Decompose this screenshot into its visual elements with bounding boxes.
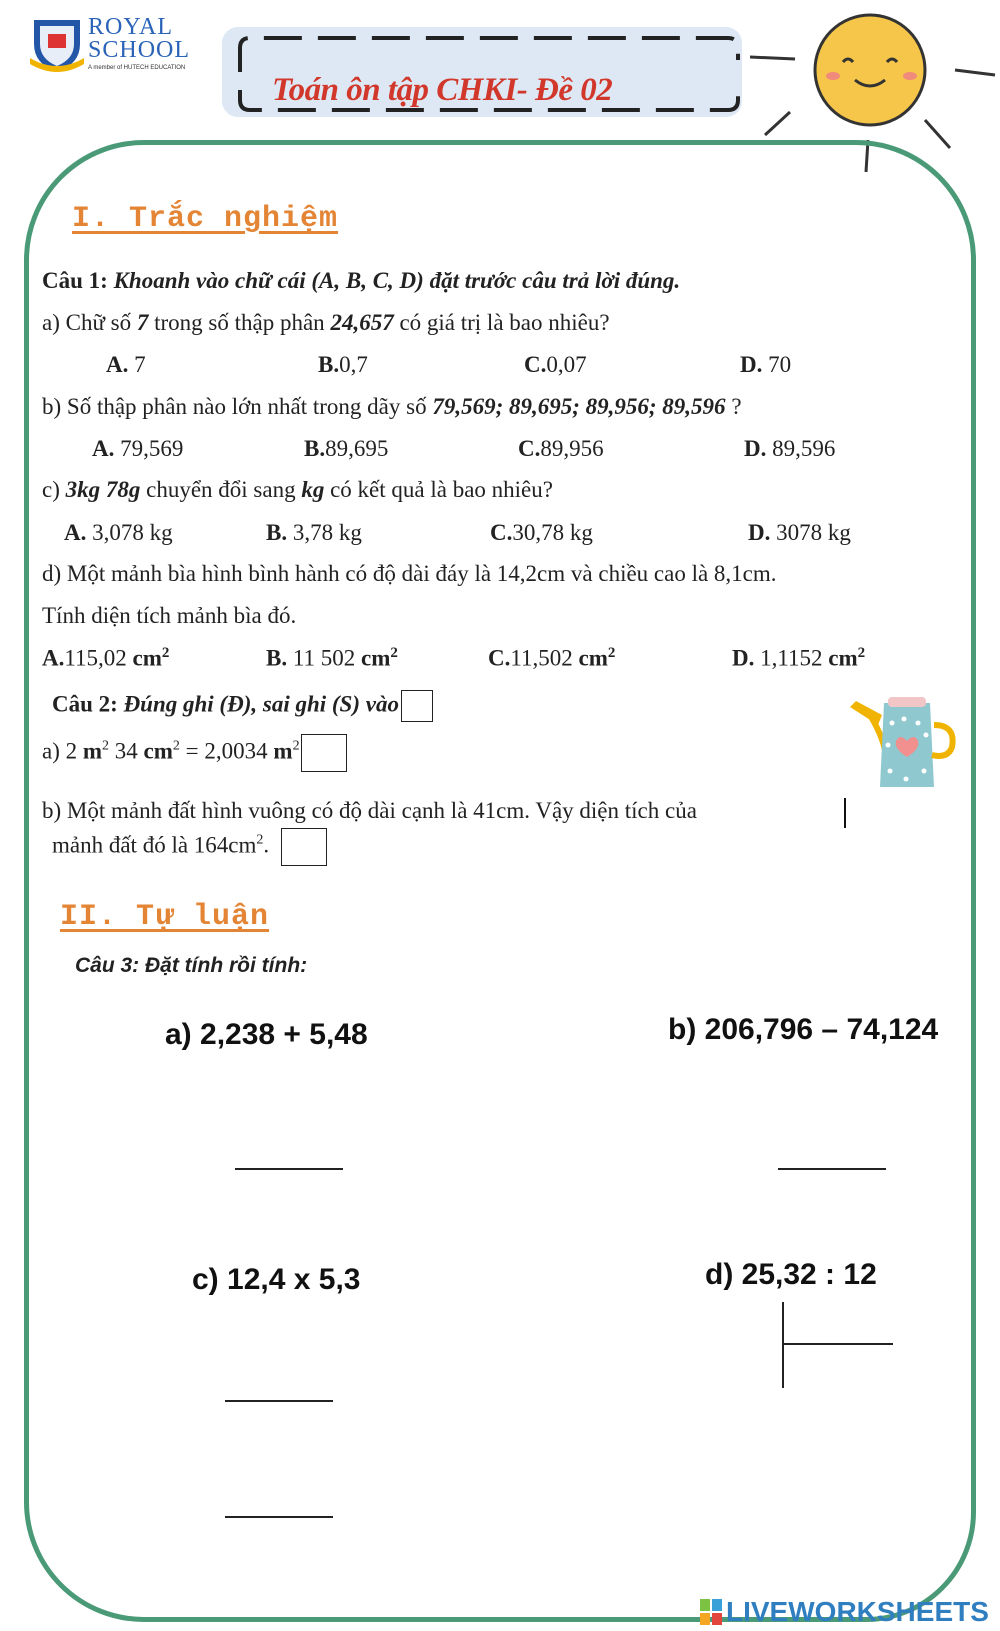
q1c-option-b[interactable]: B. 3,78 kg <box>266 520 362 545</box>
liveworksheets-logo <box>700 1596 989 1628</box>
q2b-line2: mảnh đất đó là $164cm^2$. <box>52 828 327 866</box>
calc-c-result-line[interactable] <box>225 1516 333 1518</box>
q1-instruction: Khoanh vào chữ cái (A, B, C, D) đặt trước câu trả lời đúng. <box>113 268 681 293</box>
q1c-option-d[interactable]: D. 3078 kg <box>748 520 851 545</box>
logo-small-text: ROYAL <box>44 14 69 22</box>
q2a-answer-box[interactable] <box>301 734 347 772</box>
q1d-line2: Tính diện tích mảnh bìa đó. <box>42 603 297 628</box>
q1b-option-a[interactable]: A. 79,569 <box>92 436 184 461</box>
watering-can-icon <box>848 695 960 795</box>
q1a-option-c[interactable]: C.0,07 <box>524 352 587 377</box>
q1a-option-b[interactable]: B.0,7 <box>318 352 368 377</box>
q1b-option-b[interactable]: B.89,695 <box>304 436 389 461</box>
calc-c-partial-line[interactable] <box>225 1400 333 1402</box>
q2-instruction: Đúng ghi (Đ), sai ghi (S) vào <box>123 691 399 717</box>
q3-label: Câu 3: Đặt tính rồi tính: <box>75 954 308 977</box>
q1a-option-d[interactable]: D. 70 <box>740 352 792 377</box>
q2b-answer-box[interactable] <box>281 828 327 866</box>
logo-tagline: A member of HUTECH EDUCATION <box>88 65 186 71</box>
q2-line <box>52 690 433 722</box>
calc-c-label: c) 12,4 x 5,3 <box>192 1263 361 1296</box>
division-vertical-line <box>782 1302 784 1388</box>
q1b-option-c[interactable]: C.89,956 <box>518 436 604 461</box>
q1d-line1: d) Một mảnh bìa hình bình hành có độ dài đáy là 14,2cm và chiều cao là 8,1cm. <box>42 561 777 586</box>
content-frame <box>24 140 976 1622</box>
q1d-option-d[interactable]: D. 1,1152 $cm^2$ <box>732 645 866 671</box>
q2-label: Câu 2: <box>52 691 118 717</box>
division-horizontal-line <box>783 1343 893 1345</box>
calc-b-result-line[interactable] <box>778 1168 886 1170</box>
q1b-option-d[interactable]: D. 89,596 <box>744 436 836 461</box>
calc-d-label: d) 25,32 : 12 <box>705 1258 877 1291</box>
q1c-question: c) 3kg 78g chuyển đổi sang kg có kết quả là bao nhiêu? <box>42 477 553 502</box>
q1-line <box>42 268 680 294</box>
liveworksheets-brand: LIVEWORKSHEETS <box>726 1596 989 1627</box>
q2a-statement: a) 2 $m^2$ 34 $cm^2 = 2,0034$ $m^2$ <box>42 734 347 772</box>
text-cursor <box>844 798 846 828</box>
q1d-option-c[interactable]: C.11,502 $cm^2$ <box>488 645 616 671</box>
q1d-option-b[interactable]: B. 11 502 $cm^2$ <box>266 645 398 671</box>
q1-label: Câu 1: <box>42 268 108 293</box>
q1c-option-c[interactable]: C.30,78 kg <box>490 520 593 545</box>
liveworksheets-icon <box>700 1599 722 1625</box>
q2b-line1: b) Một mảnh đất hình vuông có độ dài cạnh là 41cm. Vậy diện tích của <box>42 798 697 823</box>
logo-school: SCHOOL <box>88 37 191 63</box>
q1b-question: b) Số thập phân nào lớn nhất trong dãy số 79,569; 89,695; 89,956; 89,596 ? <box>42 394 742 419</box>
calc-a-label: a) 2,238 + 5,48 <box>165 1018 368 1051</box>
q1c-option-a[interactable]: A. 3,078 kg <box>64 520 173 545</box>
page-title: Toán ôn tập CHKI- Đề 02 <box>272 72 613 108</box>
q1a-option-a[interactable]: A. 7 <box>106 352 146 377</box>
logo-royal: ROYAL <box>88 14 174 40</box>
section2-heading: II. Tự luận <box>60 900 270 934</box>
calc-a-result-line[interactable] <box>235 1168 343 1170</box>
shield-logo-icon <box>26 14 88 76</box>
q1a-question: a) Chữ số 7 trong số thập phân 24,657 có giá trị là bao nhiêu? <box>42 310 610 335</box>
school-logo <box>26 14 196 76</box>
section1-heading: I. Trắc nghiệm <box>72 202 339 236</box>
q1d-option-a[interactable]: A.115,02 $cm^2$ <box>42 645 170 671</box>
calc-b-label: b) 206,796 – 74,124 <box>668 1013 939 1046</box>
legend-answer-box <box>401 690 433 722</box>
